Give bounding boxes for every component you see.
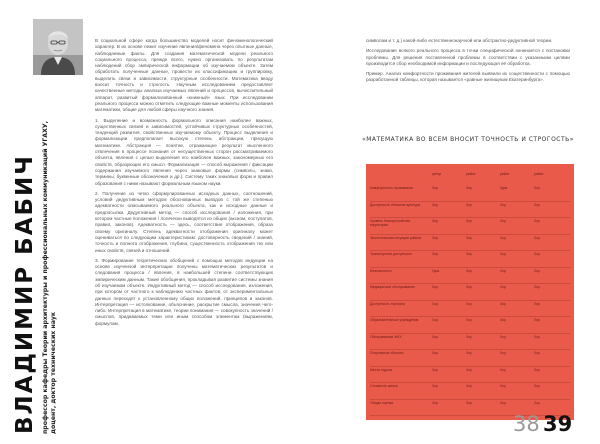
pull-quote: «МАТЕМАТИКА ВО ВСЕМ ВНОСИТ ТОЧНОСТЬ И СТРОГОСТЬ» <box>362 136 574 143</box>
table-row <box>370 203 570 217</box>
table-row <box>370 351 570 365</box>
table-cell: Хор. <box>534 400 541 405</box>
table-cell: Хор. <box>500 367 507 372</box>
table-cell: Удов. <box>432 268 440 273</box>
table-cell: Хор. <box>432 318 439 322</box>
table-divider <box>370 415 570 416</box>
table-row <box>370 302 570 316</box>
table-cell: Хор. <box>466 186 473 190</box>
table-cell: Хор. <box>500 301 507 306</box>
author-title-line-2: доцент, доктор технических наук <box>50 311 57 434</box>
table-cell: Хор. <box>500 351 507 355</box>
table-header: центр <box>432 172 442 176</box>
table-divider <box>370 300 570 301</box>
table-row-label: Медицинское обслуживание <box>370 285 415 289</box>
paragraph: символам и т. д.) какой-либо естественнонаучной или абстрактно-дедуктивной теории. <box>366 38 553 43</box>
author-photo <box>33 19 83 75</box>
table-divider <box>370 234 570 235</box>
table-cell: Хор. <box>500 400 507 405</box>
table-cell: Хор. <box>534 252 541 256</box>
table-cell: Удов. <box>500 186 508 190</box>
table-cell: Хор. <box>432 400 439 405</box>
table-cell: Хор. <box>466 400 473 405</box>
table-divider <box>370 201 570 202</box>
table-cell: Хор. <box>466 351 473 355</box>
table-cell: Хор. <box>432 351 439 355</box>
table-cell: Хор. <box>466 301 473 306</box>
table-row-label: Стоимость жилья <box>370 384 398 388</box>
table-cell: Хор. <box>432 235 439 240</box>
table-cell: Хор. <box>534 318 541 322</box>
table-cell: Хор. <box>466 318 473 322</box>
table-divider <box>370 382 570 383</box>
table-divider <box>370 366 570 367</box>
paragraph: 1. Выделение и возможность формального описания наиболее важных, существенных связей и зависимостей, устойчивых структурных особенностей, тенденций развития, свойственных изучаемому объекту. Процесс выделения и формализации предполагает высокую степень абстракции, присущую математике. Абстракция — понятие, отражающее результат мысленного отвлечения в процессе познания от несущественных сторон рассматриваемого объекта, явления с целью выделения его наиболее важных, закономерных его свойств, образующих его смысл. Формализация — способ выражения / фиксации содержания изучаемого явления через знаковые формы (символы, знаки, термины, буквенные обозначения и др.). Систему таких знаковых форм и правил образования с ними называют формальным языком науки. <box>95 117 273 186</box>
paragraph: Исследование всякого реального процесса в точки специфической начинается с постановки проблемы. Для решения поставленной проблемы в соответствии с указанными целями производится сбор необходимой информации и последующая её обработка. <box>366 48 570 66</box>
paragraph: Пример. Анализ комфортности проживания жителей выявили их сощественности с помощью разработанной таблицы, которая называется «равные жилищным Екатеринбурга». <box>366 71 570 83</box>
paragraph: В социальной сфере когда большинство моделей носит феноменологический характер. В их основе лежит изучение явления/феномена через опытные данные, наблюдаемые факты. Для создания математической модели реального социального процесса, прежде всего, нужно организовать по результатам наблюдений сбор эмпирической информации об изучаемом объекте. Затем обработать полученные данные, провести их классификацию и группировку, выделить связи и зависимости, структурные особенности. Математика вводу вносит точность и строгость. Научным исследованием предоставляет качественные методы анализа изучаемых явлений и процессов, вычислительный аппарат, развитый формализованный «книжный» язык. При исследовании реального процесса можно отметить следующие важные моменты использования математики, общие для любой сферы научного знания. <box>95 38 273 113</box>
paragraph: 3. Формирование теоретических обобщений с помощью методов индукции на основе изученной интерпретации получены математических результатов и следования процесса / явления, в наибольшей степени соответствующих эмпирическим данным. Такие обобщения, прокладывая развитие системы знания об изучаемом объекте. Индуктивный метод — способ исследования, изложения, при котором от частного к наблюдению частных фактов, от экспериментальных данных переходят к установленному общих положений, принципов и законов. Интерпретация — истолкование, объяснение, раскрытие смысла, значения чего-либо. Интерпретация в математике, теории понимания — совокупность значений / смыслов, придаваемых теми или иным способом элементам (выражениям, формулам, <box>95 257 273 326</box>
table-row-label: Общая оценка <box>370 400 394 405</box>
table-cell: Хор. <box>432 285 439 289</box>
table-cell: Хор. <box>534 268 541 273</box>
table-cell: Хор. <box>432 301 439 306</box>
table-cell: Хор. <box>466 252 473 256</box>
table-row-label: Транспортная доступность <box>370 252 413 256</box>
table-divider <box>370 349 570 350</box>
table-divider <box>370 333 570 334</box>
table-cell: Хор. <box>500 334 507 339</box>
table-cell: Хор. <box>534 285 541 289</box>
page-number-right: 39 <box>543 412 573 436</box>
table-divider <box>370 217 570 218</box>
table-cell: Хор. <box>432 202 439 207</box>
table-cell: Хор. <box>534 367 541 372</box>
table-cell: Хор. <box>534 219 541 223</box>
table-row-label: Спортивные объекты <box>370 351 404 355</box>
table-cell: Хор. <box>500 318 507 322</box>
table-cell: Хор. <box>466 334 473 339</box>
table-row-label: Экологическая ситуация района <box>370 235 422 240</box>
table-row-label: Комфортность проживания <box>370 186 413 190</box>
table-cell: Хор. <box>432 384 439 388</box>
table-cell: Хор. <box>534 334 541 339</box>
table-row-label: Уровень благоустройства территории <box>370 219 411 227</box>
table-divider <box>370 267 570 268</box>
table-cell: Хор. <box>534 351 541 355</box>
table-cell: Хор. <box>534 235 541 240</box>
table-row <box>370 186 570 200</box>
table-cell: Хор. <box>466 235 473 240</box>
table-row-label: Доступность объектов культуры <box>370 202 421 207</box>
table-cell: Хор. <box>432 252 439 256</box>
table-cell: Хор. <box>534 384 541 388</box>
table-row <box>370 335 570 349</box>
table-header: район <box>500 172 510 176</box>
page-number-left: 38 <box>513 412 540 436</box>
table-row <box>370 384 570 398</box>
table-cell: Хор. <box>534 202 541 207</box>
table-row <box>370 252 570 266</box>
table-header: район <box>466 172 476 176</box>
paragraph: 2. Получение из четко сформулированных исходных данных, соотношений, условий дедуктивным методом обоснованных выводов с той же степенью адекватности описываемого реального объекта, как и исходные данные и предпосылки. Дедуктивный метод — способ исследования / изложения, при котором частные положения / логически выводятся из общих (аксиом, постулатов, правил, законов). Адекватность — здесь, соответствие отображения, образа своему оригиналу. Степень адекватности отображения оригиналу может оцениваться по следующим характеристикам: достоверность сведений / знаний, точность и полнота отображения, глубина, существенность отображения тех или иных свойств, связей и отношений. <box>95 190 273 253</box>
table-header: район <box>534 172 544 176</box>
table-row-label: Места отдыха <box>370 367 392 372</box>
table-row-label: Доступность торговли <box>370 301 405 306</box>
table-row <box>370 401 570 415</box>
table-cell: Хор. <box>534 186 541 190</box>
table-divider <box>370 250 570 251</box>
table-cell: Хор. <box>466 367 473 372</box>
table-row <box>370 318 570 332</box>
table-row <box>370 269 570 283</box>
table-cell: Хор. <box>500 219 507 223</box>
table-cell: Хор. <box>432 219 439 223</box>
table-cell: Хор. <box>534 301 541 306</box>
table-cell: Хор. <box>466 384 473 388</box>
table-cell: Хор. <box>466 202 473 207</box>
article-column-middle <box>95 38 273 331</box>
table-cell: Хор. <box>500 202 507 207</box>
table-row <box>370 219 570 233</box>
table-cell: Хор. <box>432 367 439 372</box>
article-column-right <box>366 38 570 88</box>
table-cell: Хор. <box>432 186 439 190</box>
table-row-label: Обслуживание ЖКХ <box>370 334 402 339</box>
table-cell: Хор. <box>500 285 507 289</box>
table-cell: Хор. <box>466 268 473 273</box>
comfort-table <box>366 164 574 420</box>
table-row <box>370 285 570 299</box>
table-cell: Хор. <box>466 285 473 289</box>
table-row-label: Безопасность <box>370 268 392 273</box>
table-row <box>370 368 570 382</box>
table-divider <box>370 399 570 400</box>
author-name: ВЛАДИМИР БАБИЧ <box>12 154 38 434</box>
table-cell: Хор. <box>500 252 507 256</box>
table-cell: Хор. <box>500 235 507 240</box>
table-row-label: Образовательные учреждения <box>370 318 419 322</box>
table-cell: Хор. <box>500 268 507 273</box>
table-cell: Хор. <box>432 334 439 339</box>
table-divider <box>370 316 570 317</box>
table-cell: Хор. <box>500 384 507 388</box>
table-cell: Хор. <box>466 219 473 223</box>
author-title-line-1: профессор кафедры Теории архитектуры и профессиональных коммуникаций УГАХУ, <box>42 121 49 434</box>
table-divider <box>370 283 570 284</box>
author-byline <box>6 78 86 436</box>
comfort-table-grid <box>366 164 574 420</box>
table-row <box>370 236 570 250</box>
